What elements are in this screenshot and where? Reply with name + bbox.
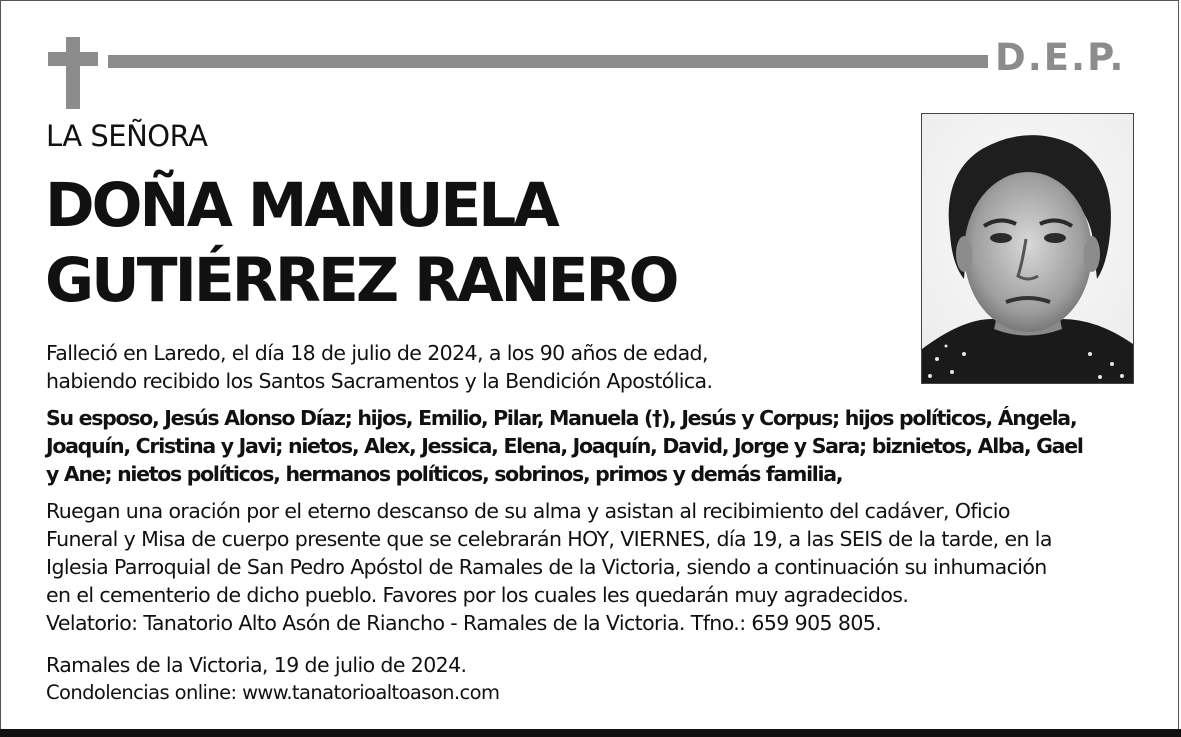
family-line2: Joaquín, Cristina y Javi; nietos, Alex, Jessica, Elena, Joaquín, David, Jorge y Sara; biznietos, Alba, Gael <box>46 434 1083 458</box>
prayer-line2: Funeral y Misa de cuerpo presente que se celebrarán HOY, VIERNES, día 19, a las SEIS de la tarde, en la <box>46 527 1052 551</box>
prayer-line3: Iglesia Parroquial de San Pedro Apóstol de Ramales de la Victoria, siendo a continuación su inhumación <box>46 555 1047 579</box>
dep-label: D.E.P. <box>995 36 1126 79</box>
portrait-image <box>922 114 1133 383</box>
deceased-name <box>45 168 677 318</box>
deceased-name-line1: DOÑA MANUELA <box>45 170 557 241</box>
deceased-prefix: LA SEÑORA <box>46 119 208 153</box>
deceased-name-line2: GUTIÉRREZ RANERO <box>45 245 677 316</box>
death-notice-line2: habiendo recibido los Santos Sacramentos y la Bendición Apostólica. <box>46 369 713 393</box>
wake-info: Velatorio: Tanatorio Alto Asón de Riancho - Ramales de la Victoria. Tfno.: 659 905 805. <box>46 611 882 635</box>
prayer-line1: Ruegan una oración por el eterno descanso de su alma y asistan al recibimiento del cadáver, Oficio <box>46 499 1010 523</box>
prayer-notice <box>46 497 1052 637</box>
portrait-photo <box>921 113 1134 384</box>
closing <box>46 651 499 707</box>
cross-icon <box>66 37 80 109</box>
cross-icon-bar <box>48 52 98 66</box>
header-rule <box>108 55 988 68</box>
prayer-line4: en el cementerio de dicho pueblo. Favores por los cuales les quedarán muy agradecidos. <box>46 583 909 607</box>
family-line1: Su esposo, Jesús Alonso Díaz; hijos, Emilio, Pilar, Manuela (†), Jesús y Corpus; hijos políticos, Ángela, <box>46 406 1077 430</box>
death-notice <box>46 339 712 395</box>
bottom-bar <box>0 729 1181 737</box>
family-list <box>46 404 1083 488</box>
condolences-link[interactable]: Condolencias online: www.tanatorioaltoason.com <box>46 681 500 704</box>
family-line3: y Ane; nietos políticos, hermanos políticos, sobrinos, primos y demás familia, <box>46 462 843 486</box>
place-date: Ramales de la Victoria, 19 de julio de 2024. <box>46 653 467 677</box>
death-notice-line1: Falleció en Laredo, el día 18 de julio de 2024, a los 90 años de edad, <box>46 341 708 365</box>
